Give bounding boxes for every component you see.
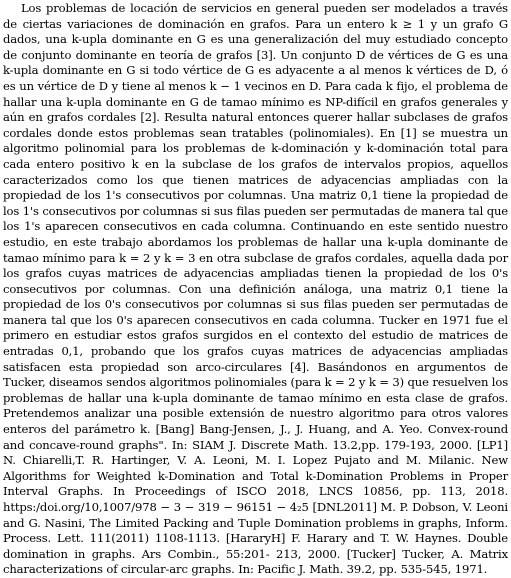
document-page [3,1,508,578]
abstract-paragraph: Los problemas de locación de servicios en general pueden ser modelados a través de ciertas variaciones de dominación en grafos. Para un entero k ≥ 1 y un grafo G dados, una k-upla dominante en G es una generalización del muy estudiado concepto de conjunto dominante en teoría de grafos [3]. Un conjunto D de vértices de G es una k-upla dominante en G si todo vértice de G es adyacente a al menos k vértices de D, ó es un vértice de D y tiene al menos k − 1 vecinos en D. Para cada k fijo, el problema de hallar una k-upla dominante en G de tamao mínimo es NP-difícil en grafos generales y aún en grafos cordales [2]. Resulta natural entonces querer hallar subclases de grafos cordales donde estos problemas sean tratables (polinomiales). En [1] se muestra un algoritmo polinomial para los problemas de k-dominación y k-dominación total para cada entero positivo k en la subclase de los grafos de intervalos propios, aquellos caracterizados como los que tienen matrices de adyacencias ampliadas con la propiedad de los 1's consecutivos por columnas. Una matriz 0,1 tiene la propiedad de los 1's consecutivos por columnas si sus filas pueden ser permutadas de manera tal que los 1's aparecen consecutivos en cada columna. Continuando en este sentido nuestro estudio, en este trabajo abordamos los problemas de hallar una k-upla dominante de tamao mínimo para k = 2 y k = 3 en otra subclase de grafos cordales, aquella dada por los grafos cuyas matrices de adyacencias ampliadas tienen la propiedad de los 0's consecutivos por columnas. Con una definición análoga, una matriz 0,1 tiene la propiedad de los 0's consecutivos por columnas si sus filas pueden ser permutadas de manera tal que los 0's aparecen consecutivos en cada columna. Tucker en 1971 fue el primero en estudiar estos grafos surgidos en el contexto del estudio de matrices de entradas 0,1, probando que los grafos cuyas matrices de adyacencias ampliadas satisfacen esta propiedad son arco-circulares [4]. Basándonos en argumentos de Tucker, diseamos sendos algoritmos polinomiales (para k = 2 y k = 3) que resuelven los problemas de hallar una k-upla dominante de tamao mínimo en esta clase de grafos. Pretendemos analizar una posible extensión de nuestro algoritmo para otros valores enteros del parámetro k. [Bang] Bang-Jensen, J., J. Huang, and A. Yeo. Convex-round and concave-round graphs". In: SIAM J. Discrete Math. 13.2,pp. 179-193, 2000. [LP1] N. Chiarelli,T. R. Hartinger, V. A. Leoni, M. I. Lopez Pujato and M. Milanic. New Algorithms for Weighted k-Domination and Total k-Domination Problems in Proper Interval Graphs. In Proceedings of ISCO 2018, LNCS 10856, pp. 113, 2018. https:/doi.org/10,1007/978 − 3 − 319 − 96151 − 4₂5 [DNL2011] M. P. Dobson, V. Leoni and G. Nasini, The Limited Packing and Tuple Domination problems in graphs, Inform. Process. Lett. 111(2011) 1108-1113. [HararyH] F. Harary and T. W. Haynes. Double domination in graphs. Ars Combin., 55:201- 213, 2000. [Tucker] Tucker, A. Matrix characterizations of circular-arc graphs. In: Pacific J. Math. 39.2, pp. 535-545, 1971. [3,1,508,577]
